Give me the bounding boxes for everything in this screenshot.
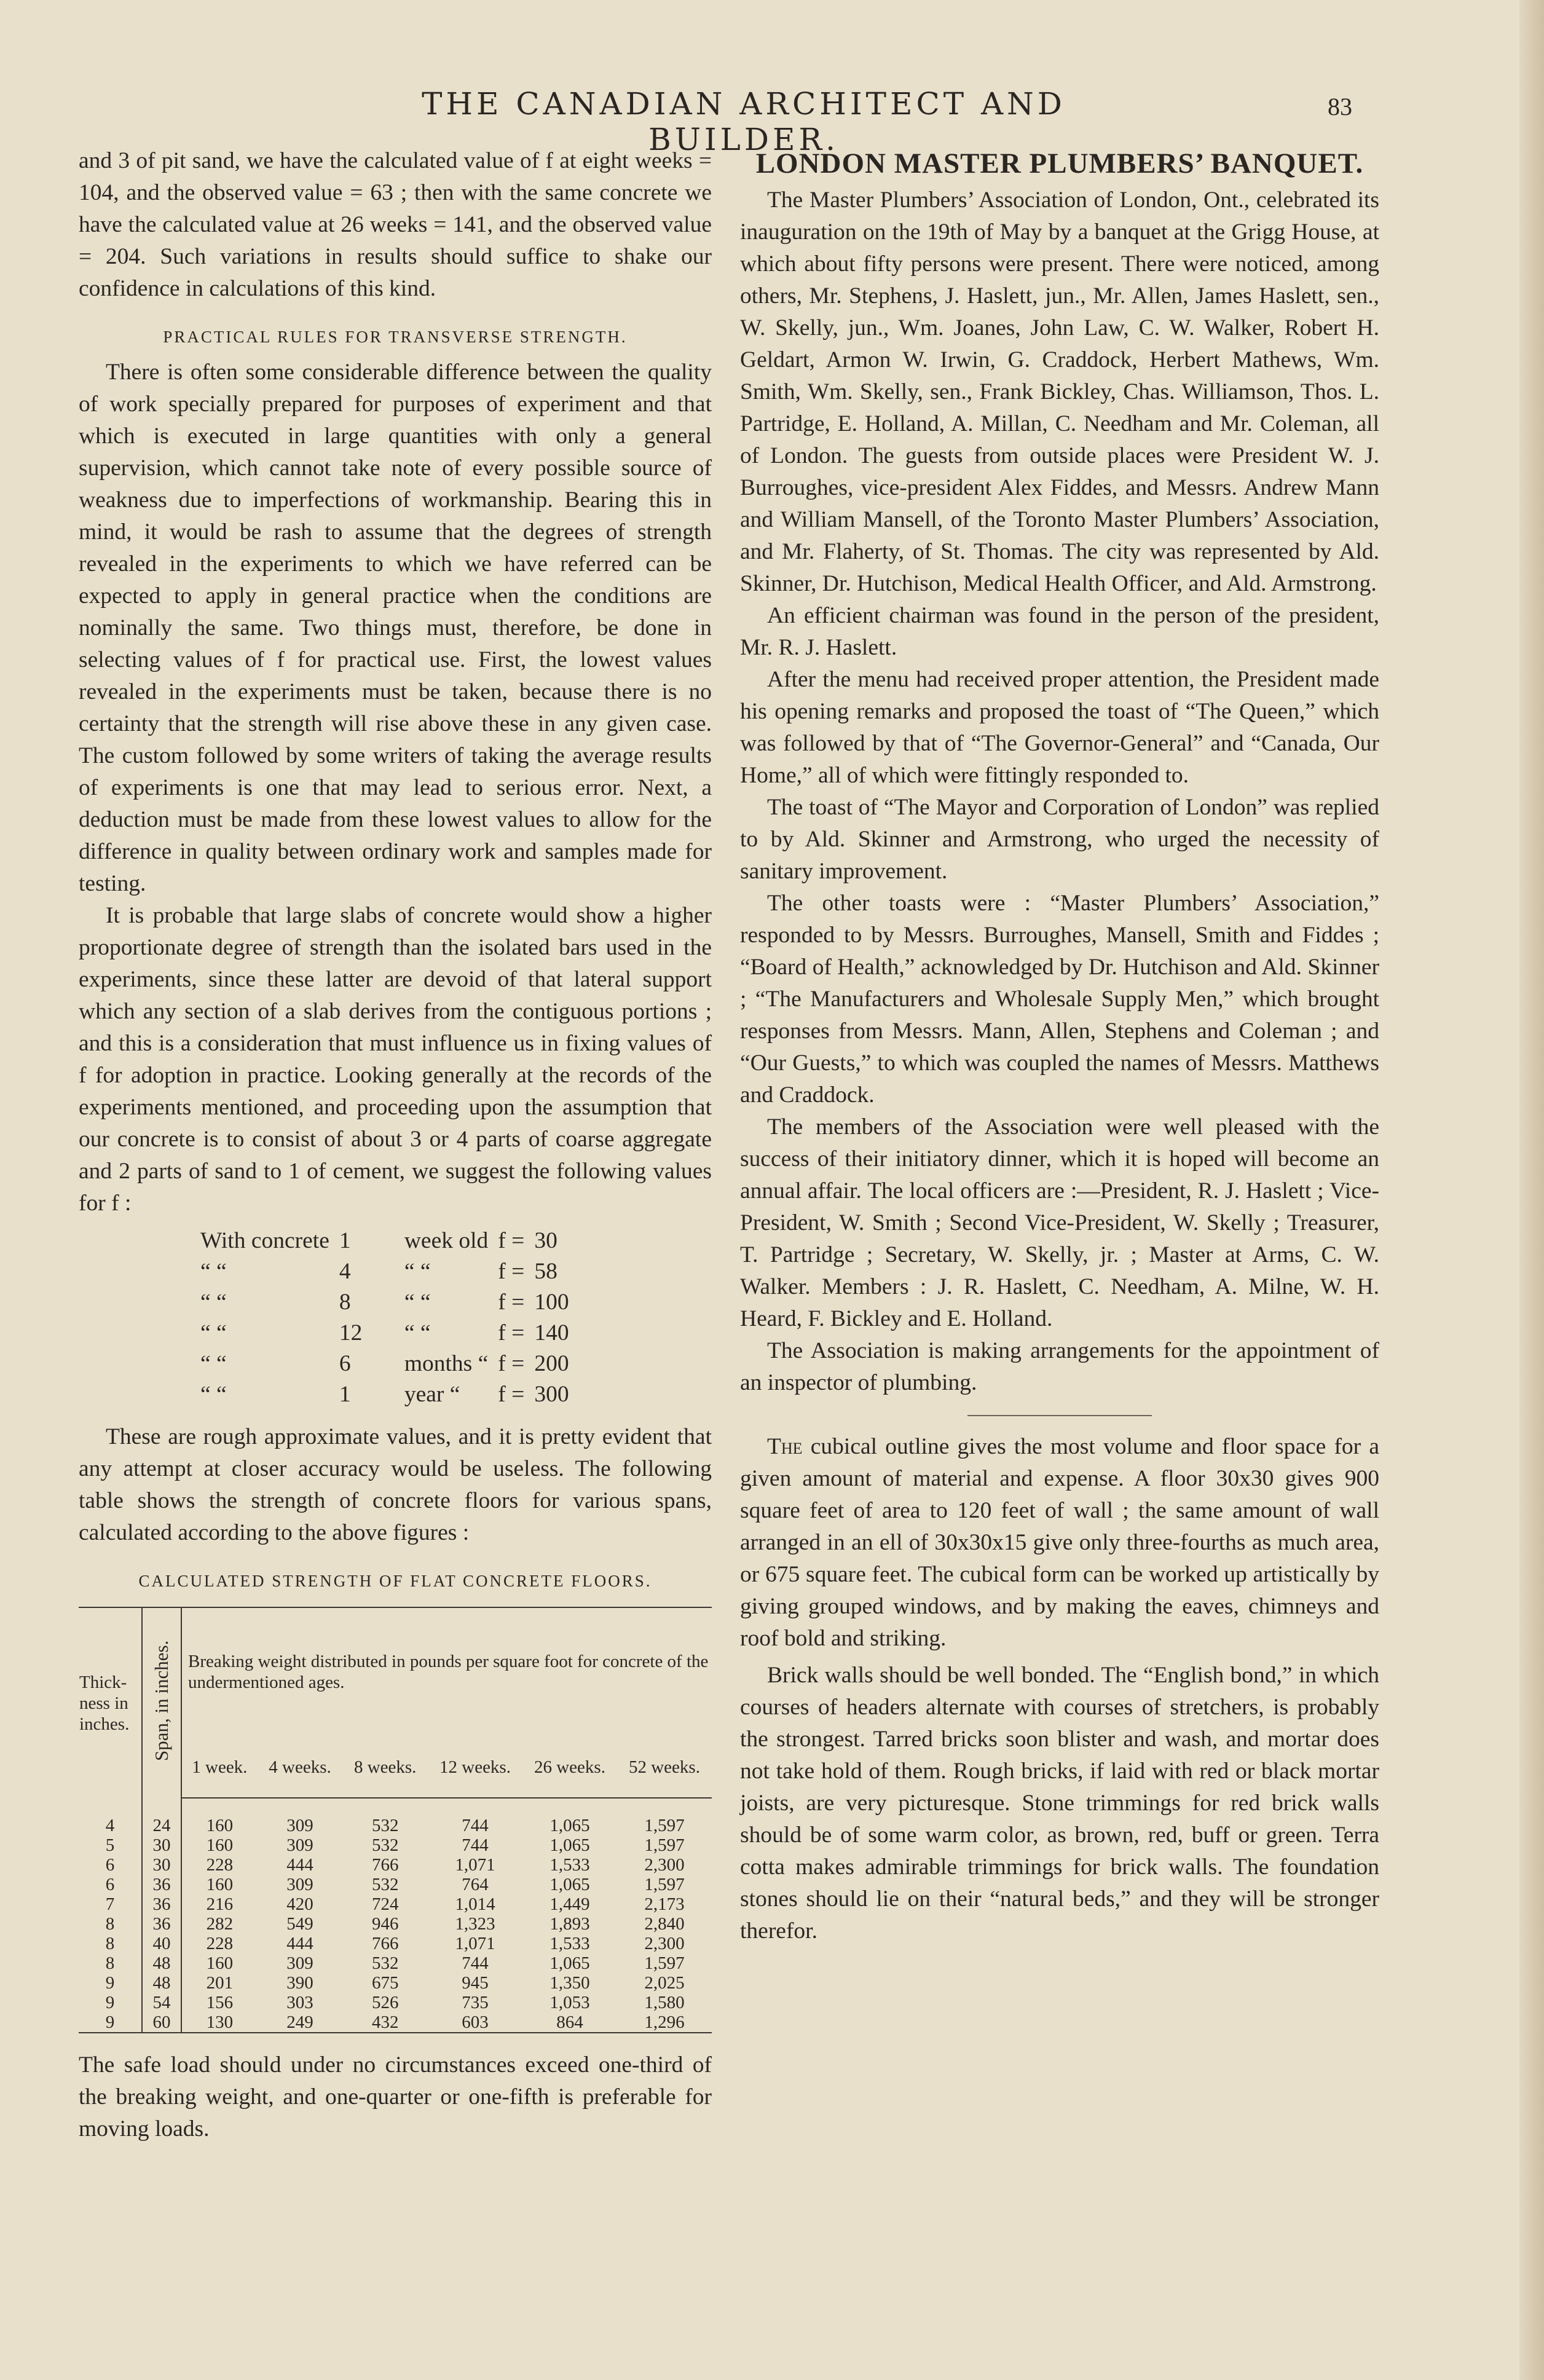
- f-value-unit: “ “: [404, 1259, 431, 1284]
- f-value-label: “ “: [200, 1290, 227, 1315]
- f-value-row: [195, 1379, 574, 1410]
- table-cell: 24: [142, 1798, 181, 1835]
- f-value-unit: “ “: [404, 1320, 431, 1346]
- f-value-f: f =: [498, 1228, 525, 1253]
- table-cell: 532: [371, 1953, 399, 1973]
- table-cell: 36: [142, 1875, 181, 1894]
- table-cell: 1,053: [549, 1993, 590, 2012]
- table-cell: 228: [206, 1934, 234, 1953]
- table-cell: 2,300: [644, 1855, 685, 1875]
- table-cell: 766: [371, 1855, 399, 1875]
- age-column-header: 26 weeks.: [522, 1740, 617, 1798]
- table-cell: 2,025: [644, 1973, 685, 1993]
- breaking-weight-header: Breaking weight distributed in pounds per square foot for concrete of the undermentioned ages.: [181, 1607, 712, 1740]
- table-cell: 1,350: [549, 1973, 590, 1993]
- paragraph: An efficient chairman was found in the person of the president, Mr. R. J. Haslett.: [740, 603, 1379, 660]
- f-value-f: f =: [498, 1320, 525, 1346]
- paragraph: There is often some considerable difference between the quality of work specially prepared for purposes of experiment and that which is executed in large quantities with only a general supervision, which cannot take note of every possible source of weakness due to imperfections of workmanship. Bearing this in mind, it would be rash to assume that the degrees of strength revealed in the experiments to which we have referred can be expected to apply in general practice when the conditions are nominally the same. Two things must, therefore, be done in selecting values of f for practical use. First, the lowest values revealed in the experiments must be taken, because there is no certainty that the strength will rise above these in any given case. The custom followed by some writers of taking the average results of experiments is one that may lead to serious error. Next, a deduction must be made from these lowest values to allow for the difference in quality between ordinary work and samples made for testing.: [79, 360, 712, 896]
- table-row: [79, 1973, 712, 1993]
- table-cell: 40: [142, 1934, 181, 1953]
- table-cell: 744: [462, 1835, 489, 1855]
- f-value-n: 12: [339, 1320, 363, 1346]
- paragraph: After the menu had received proper attention, the President made his opening remarks and proposed the toast of “The Queen,” which was followed by that of “The Governor-General” and “Canada, Our Home,” all of which were fittingly responded to.: [740, 667, 1379, 788]
- table-cell: 249: [258, 2012, 343, 2033]
- paragraph: The Master Plumbers’ Association of London, Ont., celebrated its inauguration on the 19th of May by a banquet at the Grigg House, at which about fifty persons were present. There were noticed, among others, Mr. Stephens, J. Haslett, jun., Mr. Allen, James Haslett, sen., W. Skelly, jun., Wm. Joanes, John Law, C. W. Walker, Robert H. Geldart, Armon W. Irwin, G. Craddock, Herbert Mathews, Wm. Smith, Wm. Skelly, sen., Frank Bickley, Chas. Williamson, Thos. L. Partridge, E. Holland, A. Millan, C. Needham and Mr. Coleman, all of London. The guests from outside places were President W. J. Burroughes, vice-president Alex Fiddes, and Messrs. Andrew Mann and William Mansell, of the Toronto Master Plumbers’ Association, and Mr. Flaherty, of St. Thomas. The city was represented by Ald. Skinner, Dr. Hutchison, Medical Health Officer, and Ald. Armstrong.: [740, 187, 1379, 596]
- paragraph: It is probable that large slabs of concrete would show a higher proportionate degree of strength than the isolated bars used in the experiments, since these latter are devoid of that lateral support which any section of a slab derives from the contiguous portions ; and this is a consideration that must influence us in fixing values of f for adoption in practice. Looking generally at the records of the experiments mentioned, and proceeding upon the assumption that our concrete is to consist of about 3 or 4 parts of coarse aggregate and 2 parts of sand to 1 of cement, we suggest the following values for f :: [79, 903, 712, 1216]
- table-cell: 1,071: [455, 1934, 495, 1953]
- table-cell: 1,071: [455, 1855, 495, 1875]
- table-cell: 532: [371, 1875, 399, 1894]
- table-cell: 309: [286, 1816, 313, 1835]
- table-cell: 744: [462, 1953, 489, 1973]
- table-row: [79, 1875, 712, 1894]
- f-value-v: 30: [534, 1228, 557, 1253]
- f-value-row: [195, 1318, 574, 1349]
- f-value-unit: year “: [404, 1382, 460, 1407]
- page-number: 83: [1328, 93, 1352, 120]
- table-row: [79, 1953, 712, 1973]
- table-cell: 8: [105, 1914, 115, 1934]
- f-value-row: [195, 1226, 574, 1256]
- f-value-v: 300: [534, 1382, 569, 1407]
- table-cell: 36: [142, 1894, 181, 1914]
- table-cell: 9: [79, 2012, 142, 2033]
- table-cell: 1,065: [549, 1875, 590, 1894]
- table-cell: 444: [286, 1934, 313, 1953]
- table-cell: 1,580: [644, 1993, 685, 2012]
- table-cell: 420: [286, 1894, 313, 1914]
- left-column: [79, 145, 712, 2145]
- table-cell: 4: [105, 1815, 115, 1835]
- table-cell: 216: [206, 1894, 234, 1914]
- table-row: [79, 1993, 712, 2012]
- f-value-n: 6: [339, 1351, 351, 1376]
- table-cell: 675: [371, 1973, 399, 1993]
- paragraph-body: cubical outline gives the most volume and floor space for a given amount of material and expense. A floor 30x30 gives 900 square feet of area to 120 feet of wall ; the same amount of wall arranged in an ell of 30x30x15 give only three-fourths as much area, or 675 square feet. The cubical form can be worked up artistically by giving grouped windows, and by making the eaves, chimneys and roof bold and striking.: [740, 1434, 1379, 1651]
- f-value-label: “ “: [200, 1351, 227, 1376]
- table-cell: 30: [142, 1855, 181, 1875]
- section-divider: [967, 1415, 1152, 1416]
- table-cell: 1,597: [644, 1875, 685, 1894]
- f-value-v: 140: [534, 1320, 569, 1346]
- thickness-header: Thick-ness in inches.: [79, 1607, 142, 1798]
- table-cell: 6: [105, 1875, 115, 1894]
- table-cell: 48: [142, 1973, 181, 1993]
- table-cell: 1,065: [549, 1835, 590, 1855]
- table-cell: 160: [206, 1816, 234, 1835]
- table-cell: 444: [286, 1855, 313, 1875]
- paragraph: The Association is making arrangements for the appointment of an inspector of plumbing.: [740, 1338, 1379, 1395]
- table-cell: 9: [105, 1973, 115, 1993]
- table-cell: 946: [371, 1914, 399, 1934]
- paragraph: The members of the Association were well pleased with the success of their initiatory dinner, which it is hoped will become an annual affair. The local officers are :—President, R. J. Haslett ; Vice-President, W. Smith ; Second Vice-President, W. Skelly ; Treasurer, T. Partridge ; Secretary, W. Skelly, jr. ; Master at Arms, C. W. Walker. Members : J. R. Haslett, C. Needham, A. Milne, W. H. Heard, F. Bickley and E. Holland.: [740, 1114, 1379, 1331]
- table-cell: 8: [105, 1934, 115, 1953]
- f-value-n: 4: [339, 1259, 351, 1284]
- f-value-f: f =: [498, 1351, 525, 1376]
- table-cell: 9: [105, 1993, 115, 2012]
- f-value-row: [195, 1256, 574, 1287]
- f-value-label: “ “: [200, 1320, 227, 1346]
- table-cell: 724: [371, 1894, 399, 1914]
- table-row: [79, 1855, 712, 1875]
- running-head: THE CANADIAN ARCHITECT AND BUILDER.: [422, 86, 1066, 157]
- table-cell: 1,296: [617, 2012, 712, 2033]
- table-cell: 1,597: [644, 1953, 685, 1973]
- f-value-v: 200: [534, 1351, 569, 1376]
- strength-table: [79, 1607, 712, 2033]
- f-value-label: “ “: [200, 1259, 227, 1284]
- table-cell: 201: [206, 1973, 234, 1993]
- table-cell: 1,597: [644, 1835, 685, 1855]
- table-cell: 309: [286, 1875, 313, 1894]
- f-value-f: f =: [498, 1290, 525, 1315]
- table-cell: 309: [286, 1835, 313, 1855]
- table-cell: 532: [371, 1835, 399, 1855]
- paragraph: The toast of “The Mayor and Corporation of London” was replied to by Ald. Skinner and Armstrong, who urged the necessity of sanitary improvement.: [740, 795, 1379, 884]
- table-cell: 160: [206, 1953, 234, 1973]
- f-value-row: [195, 1287, 574, 1318]
- table-cell: 532: [371, 1816, 399, 1835]
- table-cell: 54: [142, 1993, 181, 2012]
- table-cell: 2,840: [644, 1914, 685, 1934]
- table-caption: CALCULATED STRENGTH OF FLAT CONCRETE FLOORS.: [138, 1572, 652, 1590]
- f-value-f: f =: [498, 1259, 525, 1284]
- table-cell: 6: [105, 1855, 115, 1875]
- paragraph: [740, 1431, 1379, 1655]
- table-row: [79, 1914, 712, 1934]
- table-cell: 1,323: [455, 1914, 495, 1934]
- table-cell: 36: [142, 1914, 181, 1934]
- paragraph: These are rough approximate values, and it is pretty evident that any attempt at closer accuracy would be useless. The following table shows the strength of concrete floors for various spans, calculated according to the above figures :: [79, 1424, 712, 1545]
- table-cell: 1,449: [549, 1894, 590, 1914]
- age-column-header: 12 weeks.: [428, 1740, 522, 1798]
- table-cell: 156: [206, 1993, 234, 2012]
- table-cell: 48: [142, 1953, 181, 1973]
- page-edge: [1519, 0, 1544, 2380]
- table-cell: 1,014: [455, 1894, 495, 1914]
- table-cell: 766: [371, 1934, 399, 1953]
- table-cell: 2,173: [644, 1894, 685, 1914]
- table-cell: 1,597: [644, 1816, 685, 1835]
- paragraph: The safe load should under no circumstances exceed one-third of the breaking weight, and one-quarter or one-fifth is preferable for moving loads.: [79, 2052, 712, 2142]
- f-value-unit: months “: [404, 1351, 489, 1376]
- table-cell: 228: [206, 1855, 234, 1875]
- f-value-n: 1: [339, 1228, 351, 1253]
- span-header: Span, in inches.: [142, 1607, 181, 1798]
- table-cell: 432: [342, 2012, 428, 2033]
- table-cell: 864: [522, 2012, 617, 2033]
- table-cell: 1,533: [549, 1934, 590, 1953]
- table-cell: 764: [462, 1875, 489, 1894]
- paragraph: and 3 of pit sand, we have the calculated value of f at eight weeks = 104, and the observed value = 63 ; then with the same concrete we have the calculated value at 26 weeks = 141, and the observed value = 204. Such variations in results should suffice to shake our confidence in calculations of this kind.: [79, 148, 712, 301]
- f-value-unit: “ “: [404, 1290, 431, 1315]
- table-cell: 1,533: [549, 1855, 590, 1875]
- table-row: [79, 1798, 712, 1835]
- table-cell: 8: [105, 1953, 115, 1973]
- table-cell: 549: [286, 1914, 313, 1934]
- table-cell: 30: [142, 1835, 181, 1855]
- f-value-v: 58: [534, 1259, 557, 1284]
- paragraph: Brick walls should be well bonded. The “English bond,” in which courses of headers alternate with courses of stretchers, is probably the strongest. Tarred bricks soon blister and wash, and mortar does not take hold of them. Rough bricks, if laid with red or black mortar joists, are very picturesque. Stone trimmings for red brick walls should be of some warm color, as brown, red, buff or green. Terra cotta makes admirable trimmings for brick walls. The foundation stones should lie on their “natural beds,” and they will be stronger therefor.: [740, 1663, 1379, 1944]
- table-cell: 7: [105, 1894, 115, 1914]
- table-row: [79, 1835, 712, 1855]
- table-cell: 2,300: [644, 1934, 685, 1953]
- f-value-f: f =: [498, 1382, 525, 1407]
- f-value-n: 8: [339, 1290, 351, 1315]
- right-column: [740, 145, 1379, 1947]
- table-cell: 303: [286, 1993, 313, 2012]
- table-row: [79, 1894, 712, 1914]
- table-row: [79, 1934, 712, 1953]
- table-cell: 945: [462, 1973, 489, 1993]
- age-column-header: 1 week.: [181, 1740, 258, 1798]
- table-cell: 160: [206, 1835, 234, 1855]
- table-cell: 603: [428, 2012, 522, 2033]
- f-value-label: With concrete: [200, 1228, 329, 1253]
- table-cell: 309: [286, 1953, 313, 1973]
- f-value-n: 1: [339, 1382, 351, 1407]
- lead-word: The: [767, 1434, 803, 1459]
- table-cell: 735: [462, 1993, 489, 2012]
- table-cell: 1,065: [549, 1816, 590, 1835]
- table-cell: 130: [181, 2012, 258, 2033]
- f-values-list: [195, 1226, 574, 1410]
- article-title: LONDON MASTER PLUMBERS’ BANQUET.: [755, 148, 1364, 179]
- f-value-v: 100: [534, 1290, 569, 1315]
- table-cell: 160: [206, 1875, 234, 1894]
- age-column-header: 8 weeks.: [342, 1740, 428, 1798]
- f-value-unit: week old: [404, 1228, 489, 1253]
- table-cell: 1,065: [549, 1953, 590, 1973]
- section-heading: PRACTICAL RULES FOR TRANSVERSE STRENGTH.: [163, 328, 628, 346]
- table-cell: 1,893: [549, 1914, 590, 1934]
- table-cell: 390: [286, 1973, 313, 1993]
- table-cell: 5: [105, 1835, 115, 1855]
- f-value-row: [195, 1349, 574, 1379]
- table-cell: 526: [371, 1993, 399, 2012]
- table-cell: 60: [142, 2012, 181, 2033]
- table-cell: 744: [462, 1816, 489, 1835]
- table-row: [79, 2012, 712, 2033]
- table-cell: 282: [206, 1914, 234, 1934]
- paragraph: The other toasts were : “Master Plumbers’ Association,” responded to by Messrs. Burroughes, Mansell, Smith and Fiddes ; “Board of Health,” acknowledged by Dr. Hutchison and Ald. Skinner ; “The Manufacturers and Wholesale Supply Men,” which brought responses from Messrs. Mann, Allen, Stephens and Coleman ; and “Our Guests,” to which was coupled the names of Messrs. Matthews and Craddock.: [740, 891, 1379, 1108]
- age-column-header: 4 weeks.: [258, 1740, 343, 1798]
- age-column-header: 52 weeks.: [617, 1740, 712, 1798]
- f-value-label: “ “: [200, 1382, 227, 1407]
